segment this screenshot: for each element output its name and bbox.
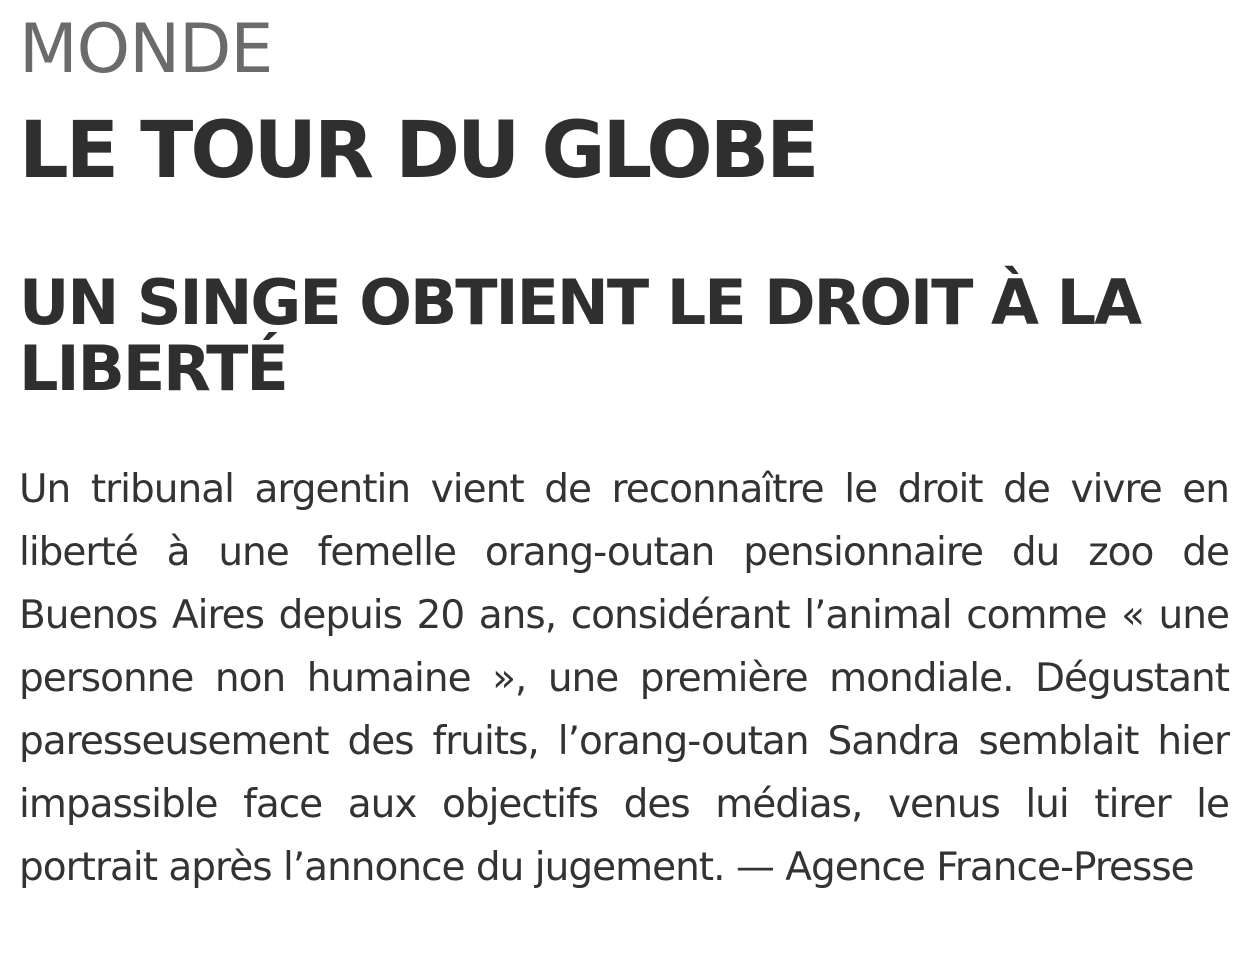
page-headline: LE TOUR DU GLOBE <box>19 106 817 196</box>
article-body: Un tribunal argentin vient de reconnaître le droit de vivre en liberté à une femelle orang-outan pensionnaire du zoo de Buenos Aires depuis 20 ans, considérant l’animal comme « une personne non humaine », une première mondiale. Dégustant paresseusement des fruits, l’orang-outan Sandra semblait hier impassible face aux objectifs des médias, venus lui tirer le portrait après l’annonce du jugement. — Agence France-Presse <box>19 467 1229 890</box>
article-page <box>19 0 1229 972</box>
section-label: MONDE <box>19 10 273 89</box>
article-title: UN SINGE OBTIENT LE DROIT À LA LIBERTÉ <box>19 266 1141 405</box>
